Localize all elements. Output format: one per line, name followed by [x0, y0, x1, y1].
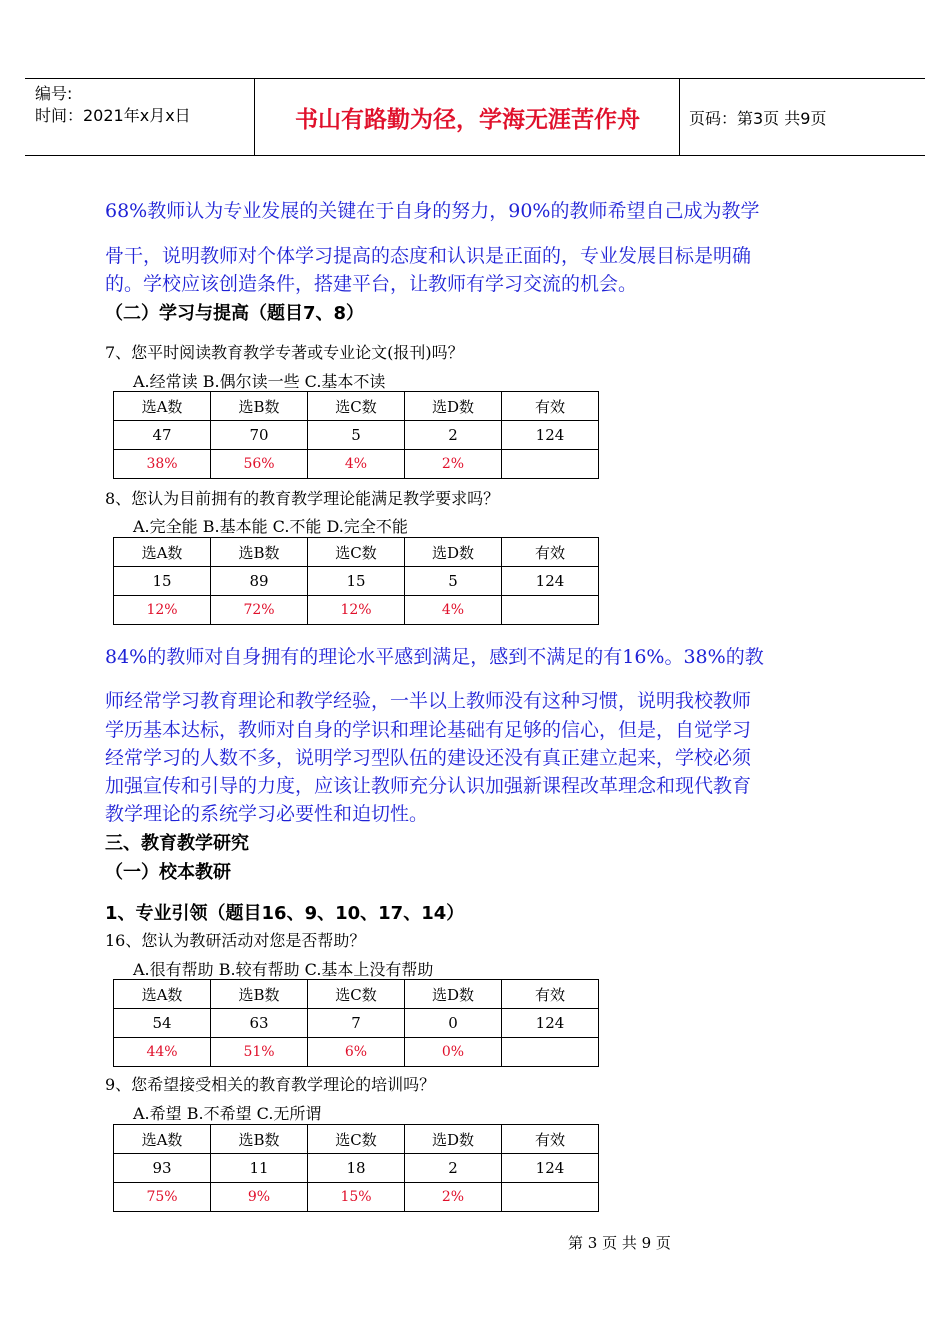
table-percent-row	[114, 1038, 599, 1067]
percent-cell: 4%	[405, 596, 502, 625]
paragraph-line: 的。学校应该创造条件，搭建平台，让教师有学习交流的机会。	[105, 273, 638, 295]
percent-cell	[502, 1038, 599, 1067]
page-number-label: 页码：第3页 共9页	[689, 109, 827, 128]
count-cell: 124	[502, 421, 599, 450]
table-header-cell: 有效	[502, 1125, 599, 1154]
table-count-row	[114, 421, 599, 450]
count-cell: 124	[502, 567, 599, 596]
paragraph-line: 68%教师认为专业发展的关键在于自身的努力，90%的教师希望自己成为教学	[105, 200, 760, 222]
percent-cell: 9%	[211, 1183, 308, 1212]
percent-cell: 2%	[405, 450, 502, 479]
table-header-cell: 选D数	[405, 980, 502, 1009]
table-header-cell: 选D数	[405, 538, 502, 567]
table-percent-row	[114, 450, 599, 479]
count-cell: 54	[114, 1009, 211, 1038]
question-options: A.希望 B.不希望 C.无所谓	[133, 1104, 322, 1123]
result-table	[113, 391, 599, 479]
paragraph-line: 教学理论的系统学习必要性和迫切性。	[105, 803, 429, 825]
percent-cell: 51%	[211, 1038, 308, 1067]
header-meta	[35, 83, 191, 127]
table-header-cell: 选A数	[114, 1125, 211, 1154]
page-footer: 第 3 页 共 9 页	[568, 1234, 671, 1252]
table-header-cell: 选C数	[308, 392, 405, 421]
table-percent-row	[114, 596, 599, 625]
count-cell: 63	[211, 1009, 308, 1038]
percent-cell	[502, 450, 599, 479]
count-cell: 47	[114, 421, 211, 450]
paragraph-line: 骨干，说明教师对个体学习提高的态度和认识是正面的，专业发展目标是明确	[105, 245, 752, 267]
page-header	[25, 78, 925, 156]
time-label: 时间：2021年x月x日	[35, 106, 191, 125]
question-options: A.完全能 B.基本能 C.不能 D.完全不能	[133, 517, 408, 536]
percent-cell: 4%	[308, 450, 405, 479]
percent-cell: 12%	[308, 596, 405, 625]
question-text: 16、您认为教研活动对您是否帮助？	[105, 931, 366, 950]
table-count-row	[114, 567, 599, 596]
paragraph-line: 加强宣传和引导的力度，应该让教师充分认识加强新课程改革理念和现代教育	[105, 775, 752, 797]
table-header-cell: 有效	[502, 980, 599, 1009]
table-header-row	[114, 538, 599, 567]
percent-cell: 15%	[308, 1183, 405, 1212]
table-header-cell: 选A数	[114, 538, 211, 567]
table-header-cell: 选B数	[211, 980, 308, 1009]
number-label: 编号:	[35, 84, 73, 103]
section-heading: 1、专业引领（题目16、9、10、17、14）	[105, 903, 465, 924]
table-header-row	[114, 1125, 599, 1154]
count-cell: 11	[211, 1154, 308, 1183]
table-header-cell: 有效	[502, 392, 599, 421]
table-percent-row	[114, 1183, 599, 1212]
table-header-cell: 选B数	[211, 392, 308, 421]
question-text: 8、您认为目前拥有的教育教学理论能满足教学要求吗？	[105, 489, 500, 508]
count-cell: 15	[308, 567, 405, 596]
percent-cell: 38%	[114, 450, 211, 479]
table-count-row	[114, 1009, 599, 1038]
count-cell: 5	[308, 421, 405, 450]
question-options: A.很有帮助 B.较有帮助 C.基本上没有帮助	[133, 960, 434, 979]
count-cell: 70	[211, 421, 308, 450]
header-motto: 书山有路勤为径，学海无涯苦作舟	[295, 107, 640, 133]
count-cell: 0	[405, 1009, 502, 1038]
question-options: A.经常读 B.偶尔读一些 C.基本不读	[133, 372, 386, 391]
table-header-cell: 选D数	[405, 392, 502, 421]
table-header-cell: 选C数	[308, 538, 405, 567]
table-header-cell: 选A数	[114, 392, 211, 421]
result-table	[113, 979, 599, 1067]
percent-cell: 75%	[114, 1183, 211, 1212]
percent-cell: 72%	[211, 596, 308, 625]
question-text: 7、您平时阅读教育教学专著或专业论文(报刊)吗？	[105, 343, 464, 362]
table-header-row	[114, 980, 599, 1009]
count-cell: 2	[405, 1154, 502, 1183]
count-cell: 124	[502, 1009, 599, 1038]
header-divider	[679, 79, 680, 155]
table-count-row	[114, 1154, 599, 1183]
percent-cell: 2%	[405, 1183, 502, 1212]
percent-cell	[502, 1183, 599, 1212]
percent-cell	[502, 596, 599, 625]
paragraph-line: 84%的教师对自身拥有的理论水平感到满足，感到不满足的有16%。38%的教	[105, 646, 764, 668]
count-cell: 124	[502, 1154, 599, 1183]
result-table	[113, 537, 599, 625]
count-cell: 2	[405, 421, 502, 450]
table-header-row	[114, 392, 599, 421]
table-header-cell: 选B数	[211, 1125, 308, 1154]
percent-cell: 56%	[211, 450, 308, 479]
count-cell: 15	[114, 567, 211, 596]
table-header-cell: 选C数	[308, 980, 405, 1009]
table-header-cell: 选B数	[211, 538, 308, 567]
percent-cell: 12%	[114, 596, 211, 625]
percent-cell: 0%	[405, 1038, 502, 1067]
count-cell: 93	[114, 1154, 211, 1183]
paragraph-line: 经常学习的人数不多，说明学习型队伍的建设还没有真正建立起来，学校必须	[105, 747, 752, 769]
result-table	[113, 1124, 599, 1212]
paragraph-line: 学历基本达标，教师对自身的学识和理论基础有足够的信心，但是，自觉学习	[105, 719, 752, 741]
count-cell: 7	[308, 1009, 405, 1038]
table-header-cell: 选A数	[114, 980, 211, 1009]
percent-cell: 44%	[114, 1038, 211, 1067]
count-cell: 5	[405, 567, 502, 596]
paragraph-line: 师经常学习教育理论和教学经验，一半以上教师没有这种习惯，说明我校教师	[105, 690, 752, 712]
count-cell: 18	[308, 1154, 405, 1183]
table-header-cell: 有效	[502, 538, 599, 567]
section-heading: （一）校本教研	[105, 862, 231, 883]
question-text: 9、您希望接受相关的教育教学理论的培训吗？	[105, 1075, 436, 1094]
section-heading: （二）学习与提高（题目7、8）	[105, 303, 365, 324]
table-header-cell: 选C数	[308, 1125, 405, 1154]
count-cell: 89	[211, 567, 308, 596]
percent-cell: 6%	[308, 1038, 405, 1067]
table-header-cell: 选D数	[405, 1125, 502, 1154]
section-heading: 三、教育教学研究	[105, 833, 249, 854]
